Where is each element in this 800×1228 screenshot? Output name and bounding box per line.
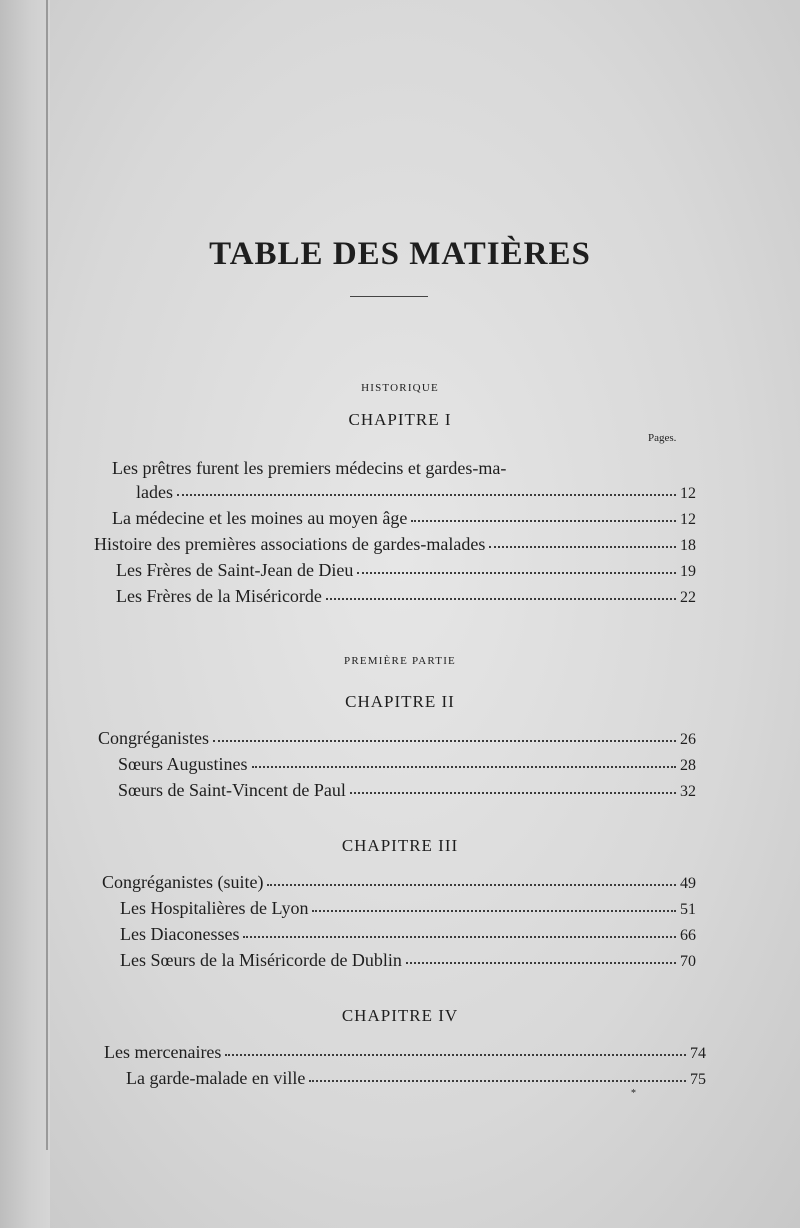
toc-entry-page: 19 [680, 563, 696, 580]
toc-entry [94, 532, 696, 556]
toc-entry-label: Les Sœurs de la Miséricorde de Dublin [120, 950, 402, 970]
dot-leader [213, 726, 676, 742]
title-rule [350, 296, 428, 297]
toc-entry [116, 558, 696, 582]
footer-mark: * [631, 1088, 636, 1099]
dot-leader [312, 896, 676, 912]
toc-entry-label: Les Frères de la Miséricorde [116, 586, 322, 606]
dot-leader [225, 1040, 686, 1056]
section-label-historique: HISTORIQUE [361, 382, 439, 394]
toc-entry-page: 75 [690, 1071, 706, 1088]
dot-leader [243, 922, 676, 938]
toc-entry [136, 480, 696, 504]
toc-entry-page: 18 [680, 537, 696, 554]
pages-column-label: Pages. [648, 432, 677, 444]
toc-entry [104, 1040, 706, 1064]
dot-leader [326, 584, 676, 600]
toc-entry-label: Les Diaconesses [120, 924, 240, 944]
toc-entry [112, 506, 696, 530]
binding-line [46, 0, 48, 1150]
dot-leader [309, 1066, 686, 1082]
toc-entry-page: 28 [680, 757, 696, 774]
toc-entry [98, 726, 696, 750]
chapter-heading-1: CHAPITRE I [348, 410, 452, 429]
chapter-heading-3: CHAPITRE III [341, 836, 459, 855]
dot-leader [357, 558, 676, 574]
dot-leader [177, 480, 676, 496]
page-title: TABLE DES MATIÈRES [209, 236, 591, 272]
chapter-heading-4: CHAPITRE IV [341, 1006, 459, 1025]
toc-entry-label: Histoire des premières associations de gardes-malades [94, 534, 486, 554]
toc-entry-label: Les Frères de Saint-Jean de Dieu [116, 560, 354, 580]
dot-leader [406, 948, 676, 964]
toc-entry-label: Les Hospitalières de Lyon [120, 898, 309, 918]
dot-leader [267, 870, 676, 886]
toc-entry [120, 922, 696, 946]
toc-entry [126, 1066, 706, 1090]
dot-leader [350, 778, 676, 794]
toc-entry-label: Congréganistes [98, 728, 209, 748]
toc-entry-page: 32 [680, 783, 696, 800]
chapter-heading-2: CHAPITRE II [345, 692, 455, 711]
toc-entry-label: lades [136, 482, 173, 502]
toc-entry-page: 51 [680, 901, 696, 918]
toc-entry [120, 948, 696, 972]
toc-entry-page: 74 [690, 1045, 706, 1062]
toc-entry [116, 584, 696, 608]
dot-leader [489, 532, 676, 548]
toc-entry-page: 26 [680, 731, 696, 748]
toc-entry-label: Sœurs Augustines [118, 754, 248, 774]
toc-entry [118, 778, 696, 802]
toc-entry-page: 49 [680, 875, 696, 892]
toc-entry-label: Congréganistes (suite) [102, 872, 264, 892]
toc-entry [120, 896, 696, 920]
toc-entry-first-line: Les prêtres furent les premiers médecins et gardes-ma- [112, 458, 507, 478]
toc-entry-label: Les mercenaires [104, 1042, 222, 1062]
binding-strip [0, 0, 50, 1228]
dot-leader [252, 752, 676, 768]
section-label-premiere-partie: PREMIÈRE PARTIE [344, 655, 456, 667]
toc-entry-page: 12 [680, 511, 696, 528]
toc-entry-page: 66 [680, 927, 696, 944]
dot-leader [411, 506, 676, 522]
toc-entry-label: La médecine et les moines au moyen âge [112, 508, 408, 528]
toc-entry [118, 752, 696, 776]
toc-entry-page: 70 [680, 953, 696, 970]
toc-entry [102, 870, 696, 894]
toc-entry-page: 12 [680, 485, 696, 502]
toc-entry-label: La garde-malade en ville [126, 1068, 306, 1088]
toc-entry-page: 22 [680, 589, 696, 606]
toc-entry-label: Sœurs de Saint-Vincent de Paul [118, 780, 346, 800]
